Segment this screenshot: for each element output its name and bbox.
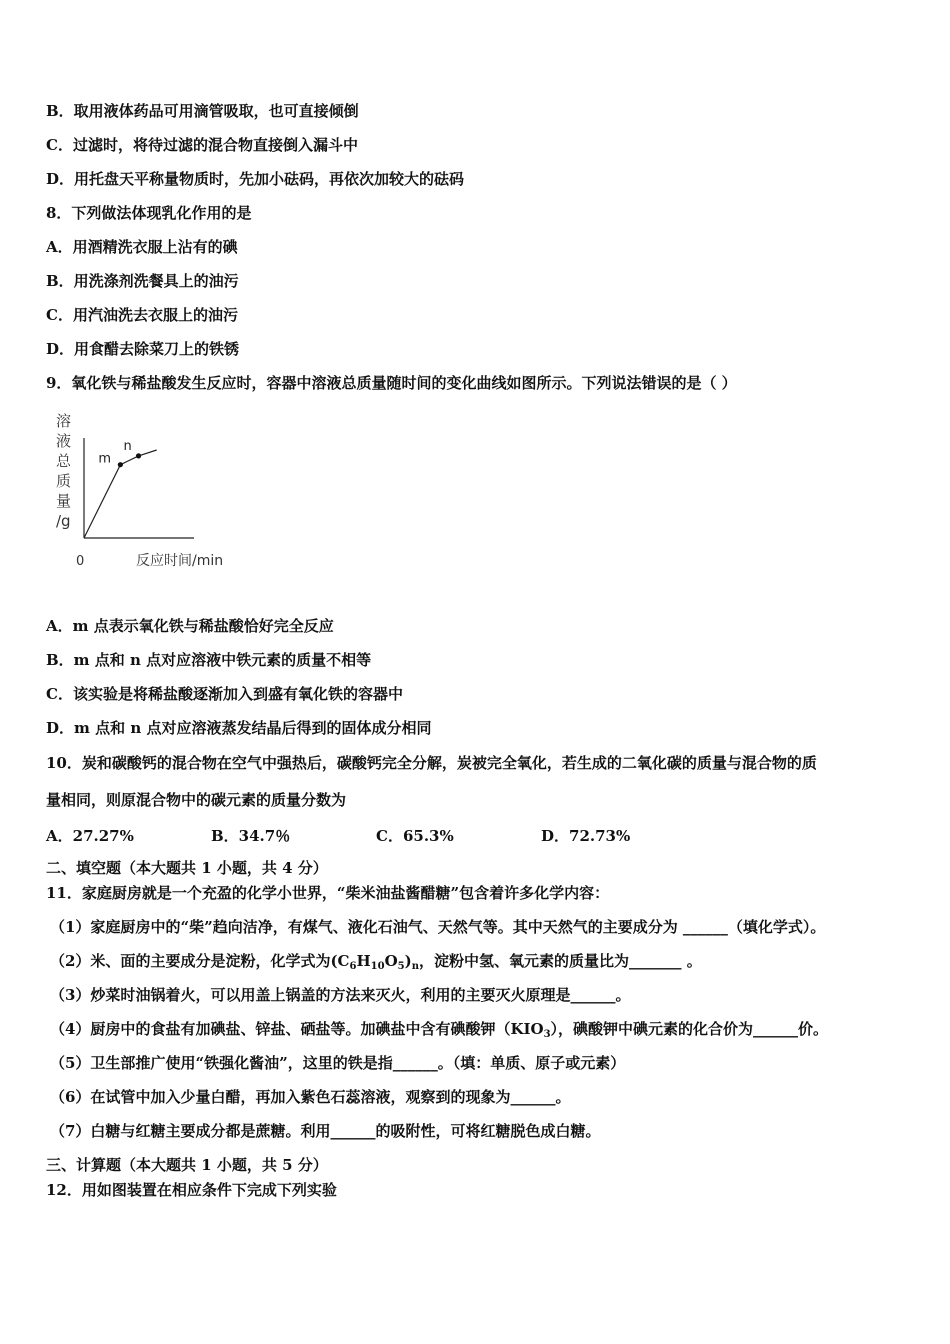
y-axis-label-char: 总 — [56, 452, 72, 470]
q9-option-d: D．m 点和 n 点对应溶液蒸发结晶后得到的固体成分相同 — [46, 719, 432, 737]
formula-subscript: n — [411, 961, 419, 972]
point-label-m: m — [98, 451, 112, 467]
q10-option-a: A．27.27% — [46, 827, 134, 845]
q11-part-2 — [50, 951, 702, 977]
y-axis-label-char: 溶 — [56, 412, 72, 430]
q8-option-a: A．用酒精洗衣服上沾有的碘 — [46, 238, 238, 256]
q11-part-2-text: （2）米、面的主要成分是淀粉，化学式为(C — [50, 952, 350, 970]
q9-option-b: B．m 点和 n 点对应溶液中铁元素的质量不相等 — [46, 651, 372, 669]
q9-mass-time-chart — [44, 408, 254, 578]
q10-stem-line2: 量相同，则原混合物中的碳元素的质量分数为 — [46, 791, 347, 809]
y-axis-label — [56, 412, 72, 530]
q12-stem: 12．用如图装置在相应条件下完成下列实验 — [46, 1181, 337, 1199]
q11-part-6: （6）在试管中加入少量白醋，再加入紫色石蕊溶液，观察到的现象为______。 — [50, 1088, 571, 1106]
formula-subscript: 10 — [370, 961, 385, 972]
q11-part-4-text: （4）厨房中的食盐有加碘盐、锌盐、硒盐等。加碘盐中含有碘酸钾（KIO — [50, 1020, 544, 1038]
q11-part-4-text: ），碘酸钾中碘元素的化合价为______价。 — [550, 1020, 829, 1038]
section-3-heading: 三、计算题（本大题共 1 小题，共 5 分） — [46, 1156, 328, 1174]
q11-part-5: （5）卫生部推广使用“铁强化酱油”，这里的铁是指______。（填：单质、原子或元素） — [50, 1054, 626, 1072]
q7-option-d: D．用托盘天平称量物质时，先加小砝码，再依次加较大的砝码 — [46, 170, 465, 188]
q10-option-d: D．72.73% — [541, 827, 631, 845]
y-axis-label-char: 质 — [56, 472, 72, 490]
origin-label: 0 — [76, 554, 85, 569]
q11-part-4 — [50, 1019, 828, 1045]
q8-stem: 8．下列做法体现乳化作用的是 — [46, 204, 252, 222]
y-axis-label-char: 量 — [56, 492, 72, 510]
y-axis-label-char: 液 — [56, 432, 72, 450]
formula-element: H — [356, 952, 371, 970]
x-axis-label: 反应时间/min — [136, 553, 224, 569]
q7-option-b: B．取用液体药品可用滴管吸取，也可直接倾倒 — [46, 102, 359, 120]
q11-part-1: （1）家庭厨房中的“柴”趋向洁净，有煤气、液化石油气、天然气等。其中天然气的主要成分为 ______（填化学式）。 — [50, 918, 826, 936]
q11-stem: 11．家庭厨房就是一个充盈的化学小世界，“柴米油盐酱醋糖”包含着许多化学内容： — [46, 884, 610, 902]
formula-element: ) — [404, 952, 412, 970]
formula-element: O — [384, 952, 398, 970]
q8-option-b: B．用洗涤剂洗餐具上的油污 — [46, 272, 239, 290]
q7-option-c: C．过滤时，将待过滤的混合物直接倒入漏斗中 — [46, 136, 358, 154]
q9-option-a: A．m 点表示氧化铁与稀盐酸恰好完全反应 — [46, 617, 334, 635]
q9-option-c: C．该实验是将稀盐酸逐渐加入到盛有氧化铁的容器中 — [46, 685, 403, 703]
q11-part-3: （3）炒菜时油锅着火，可以用盖上锅盖的方法来灭火，利用的主要灭火原理是______。 — [50, 986, 631, 1004]
q11-part-7: （7）白糖与红糖主要成分都是蔗糖。利用______的吸附性，可将红糖脱色成白糖。 — [50, 1122, 601, 1140]
y-axis-label-char: /g — [56, 512, 71, 530]
q10-option-c: C．65.3% — [376, 827, 454, 845]
q8-option-d: D．用食醋去除菜刀上的铁锈 — [46, 340, 240, 358]
formula-subscript: 3 — [543, 1029, 551, 1040]
point-m — [118, 462, 123, 467]
point-n — [136, 453, 141, 458]
point-label-n: n — [123, 438, 132, 454]
q11-part-2-text: ，淀粉中氢、氧元素的质量比为_______ 。 — [419, 952, 702, 970]
formula-subscript: 5 — [397, 961, 405, 972]
formula-subscript: 6 — [349, 961, 357, 972]
q10-stem-line1: 10．炭和碳酸钙的混合物在空气中强热后，碳酸钙完全分解，炭被完全氧化，若生成的二氧化碳的质量与混合物的质 — [46, 754, 817, 772]
q10-option-b: B．34.7％ — [211, 827, 291, 845]
q8-option-c: C．用汽油洗去衣服上的油污 — [46, 306, 238, 324]
q9-stem: 9．氧化铁与稀盐酸发生反应时，容器中溶液总质量随时间的变化曲线如图所示。下列说法错误的是（ ） — [46, 374, 737, 392]
section-2-heading: 二、填空题（本大题共 1 小题，共 4 分） — [46, 859, 328, 877]
